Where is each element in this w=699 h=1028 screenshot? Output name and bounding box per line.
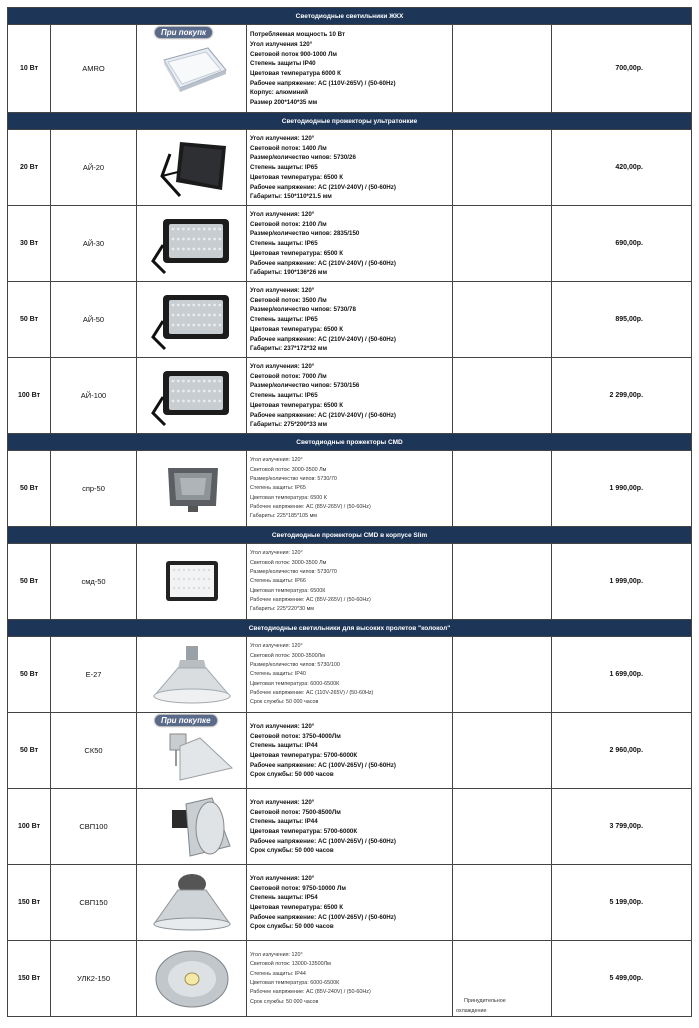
power-cell: 50 Вт [8, 282, 51, 358]
spec-line: Цветовая температура: 5700-6000К [250, 752, 358, 759]
note-cell [453, 358, 552, 434]
spec-line: Степень защиты: IP65 [250, 240, 318, 248]
smd-flood-image [152, 460, 232, 518]
spec-cell [247, 130, 453, 206]
spec-line: Степень защиты: IP65 [250, 164, 318, 172]
promo-badge: При покупк [155, 27, 212, 38]
price-cell: 3 799,00р. [552, 789, 692, 865]
spec-line: Угол излучения: 120° [250, 287, 315, 295]
spec-line: Степень защиты: IP44 [250, 818, 318, 826]
spec-line: Угол излучения: 120° [250, 643, 303, 650]
price-cell: 1 990,00р. [552, 451, 692, 527]
table-row [8, 941, 692, 1017]
model-cell: АЙ-50 [51, 282, 137, 358]
spec-line: Размер/количество чипов: 5730/156 [250, 382, 360, 390]
spec-line: Цветовая температура: 6500 К [250, 325, 343, 333]
note-cell [453, 282, 552, 358]
note-cell [453, 713, 552, 789]
highbay-dark-image [150, 794, 234, 860]
spec-line: Рабочее напряжение: AC (85V-265V) / (50-60Hz) [250, 503, 371, 510]
table-row [8, 713, 692, 789]
note-cell [453, 130, 552, 206]
product-image-cell [137, 282, 247, 358]
section-header [8, 113, 692, 130]
table-row [8, 282, 692, 358]
spec-line: Рабочее напряжение: AC (100V-265V) / (50-60Hz) [250, 913, 396, 921]
section-header [8, 434, 692, 451]
spec-line: Угол излучения: 120° [250, 363, 315, 371]
spec-line: Угол излучения: 120° [250, 722, 315, 730]
price-cell: 5 199,00р. [552, 865, 692, 941]
product-image-cell [137, 713, 247, 789]
spec-line: Степень защиты: IP65 [250, 485, 306, 492]
highbay-round-image [150, 946, 234, 1012]
spec-line: Рабочее напряжение: AC (110V-265V) / (50-60Hz) [250, 689, 374, 696]
section-title: Светодиодные светильники для высоких пролетов "колокол" [8, 620, 692, 637]
highbay-e27-image [150, 642, 234, 708]
floodlight-image [147, 365, 237, 427]
spec-line: Световой поток: 3000-3500 Лм [250, 466, 327, 473]
spec-line: Цветовая температура: 6500 К [250, 249, 343, 257]
power-cell: 50 Вт [8, 713, 51, 789]
spec-line: Размер 200*140*35 мм [250, 99, 318, 107]
spec-line: Степень защиты: IP54 [250, 894, 318, 902]
spec-line: Цветовая температура: 6000-6500К [250, 680, 340, 687]
spec-cell [247, 713, 453, 789]
floodlight-image [147, 289, 237, 351]
spec-line: Срок службы: 50 000 часов [250, 847, 334, 855]
model-cell: спр-50 [51, 451, 137, 527]
product-image-cell [137, 206, 247, 282]
spec-line: Размер/количество чипов: 5730/70 [250, 476, 337, 483]
spec-line: Угол излучения: 120° [250, 952, 303, 959]
product-image-cell [137, 637, 247, 713]
spec-line: Потребляемая мощность 10 Вт [250, 31, 346, 39]
note-line: Принудительное [464, 998, 506, 1005]
spec-line: Угол излучения: 120° [250, 457, 303, 464]
spec-line: Степень защиты: IP40 [250, 671, 306, 678]
spec-line: Срок службы: 50 000 часов [250, 998, 319, 1005]
product-image-cell [137, 941, 247, 1017]
table-row [8, 544, 692, 620]
price-list-table [7, 7, 692, 1017]
table-row [8, 206, 692, 282]
price-cell: 895,00р. [552, 282, 692, 358]
model-cell: АЙ-30 [51, 206, 137, 282]
product-image-cell [137, 789, 247, 865]
spec-line: Световой поток: 1400 Лм [250, 144, 327, 152]
spec-line: Световой поток 900-1000 Лм [250, 50, 337, 58]
model-cell: СВП100 [51, 789, 137, 865]
price-cell: 5 499,00р. [552, 941, 692, 1017]
table-row [8, 451, 692, 527]
spec-line: Степень защиты: IP65 [250, 392, 318, 400]
table-row [8, 789, 692, 865]
spec-cell [247, 637, 453, 713]
spec-line: Цветовая температура: 6500 К [250, 173, 343, 181]
spec-cell [247, 941, 453, 1017]
spec-line: Степень защиты: IP44 [250, 970, 306, 977]
spec-cell [247, 206, 453, 282]
power-cell: 150 Вт [8, 865, 51, 941]
floodlight-image [147, 213, 237, 275]
spec-line: Срок службы: 50 000 часов [250, 771, 334, 779]
note-cell [453, 865, 552, 941]
spec-line: Размер/количество чипов: 2835/150 [250, 230, 360, 238]
spec-line: Цветовая температура 6000 К [250, 70, 341, 77]
power-cell: 50 Вт [8, 451, 51, 527]
note-line: охлаждение [456, 1007, 487, 1014]
spec-line: Срок службы: 50 000 часов [250, 699, 319, 706]
product-image-cell [137, 544, 247, 620]
power-cell: 20 Вт [8, 130, 51, 206]
spec-cell [247, 789, 453, 865]
product-image-cell [137, 130, 247, 206]
model-cell: АЙ-20 [51, 130, 137, 206]
note-cell [453, 637, 552, 713]
section-title: Светодиодные прожекторы СМD [8, 434, 692, 451]
model-cell: смд-50 [51, 544, 137, 620]
spec-line: Рабочее напряжение: AC (100V-265V) / (50-60Hz) [250, 837, 396, 845]
floodlight-side-image [150, 136, 234, 200]
power-cell: 100 Вт [8, 789, 51, 865]
power-cell: 50 Вт [8, 544, 51, 620]
section-title: Светодиодные прожекторы ультратонкие [8, 113, 692, 130]
spec-line: Угол излучения: 120° [250, 798, 315, 806]
section-title: Светодиодные светильники ЖКХ [8, 8, 692, 25]
spec-line: Рабочее напряжение: AC (210V-240V) / (50-60Hz) [250, 411, 396, 419]
spec-line: Угол излучения: 120° [250, 874, 315, 882]
table-row [8, 25, 692, 113]
spec-line: Рабочее напряжение: AC (210V-240V) / (50-60Hz) [250, 183, 396, 191]
spec-line: Срок службы: 50 000 часов [250, 923, 334, 931]
spec-line: Цветовая температура: 6500 К [250, 401, 343, 409]
spec-line: Угол излучения 120° [250, 40, 313, 48]
section-title: Светодиодные прожекторы СМD в корпусе Slim [8, 527, 692, 544]
note-cell [453, 25, 552, 113]
table-row [8, 637, 692, 713]
power-cell: 30 Вт [8, 206, 51, 282]
spec-cell [247, 358, 453, 434]
note-cell [453, 789, 552, 865]
model-cell: АЙ-100 [51, 358, 137, 434]
spec-line: Габариты: 190*136*26 мм [250, 269, 328, 277]
product-image-cell [137, 451, 247, 527]
section-header [8, 620, 692, 637]
highbay-ck-image [150, 718, 234, 784]
model-cell: СК50 [51, 713, 137, 789]
note-cell [453, 544, 552, 620]
spec-cell [247, 451, 453, 527]
spec-line: Угол излучения: 120° [250, 211, 315, 219]
power-cell: 100 Вт [8, 358, 51, 434]
section-header [8, 527, 692, 544]
spec-line: Габариты: 225*185*105 мм [250, 513, 318, 520]
spec-line: Цветовая температура: 6500 К [250, 904, 343, 911]
model-cell: Е-27 [51, 637, 137, 713]
spec-line: Размер/количество чипов: 5730/26 [250, 154, 356, 162]
product-image-cell [137, 358, 247, 434]
spec-line: Рабочее напряжение: AC (85V-240V) / (50-60Hz) [250, 989, 371, 996]
table-row [8, 358, 692, 434]
spec-line: Угол излучения: 120° [250, 135, 315, 143]
spec-line: Степень защиты: IP66 [250, 578, 306, 585]
product-image-cell [137, 25, 247, 113]
spec-line: Цветовая температура: 6500 К [250, 494, 327, 501]
note-cell [453, 206, 552, 282]
table-row [8, 130, 692, 206]
spec-cell [247, 282, 453, 358]
spec-line: Цветовая температура: 6500К [250, 587, 326, 594]
spec-line: Габариты: 237*172*32 мм [250, 345, 328, 353]
spec-line: Цветовая температура: 5700-6000К [250, 828, 358, 835]
spec-line: Световой поток: 9750-10000 Лм [250, 884, 346, 892]
spec-line: Степень защиты: IP65 [250, 316, 318, 324]
spec-line: Световой поток: 7000 Лм [250, 372, 327, 380]
note-cell [453, 941, 552, 1017]
spec-line: Световой поток: 3750-4000Лм [250, 732, 341, 740]
spec-line: Угол излучения: 120° [250, 550, 303, 557]
spec-cell [247, 25, 453, 113]
price-cell: 690,00р. [552, 206, 692, 282]
spec-line: Габариты: 275*200*33 мм [250, 421, 328, 429]
spec-line: Световой поток: 3000-3500 Лм [250, 559, 327, 566]
product-image-cell [137, 865, 247, 941]
spec-line: Рабочее напряжение: AC (100V-265V) / (50-60Hz) [250, 761, 396, 769]
spec-cell [247, 865, 453, 941]
price-cell: 1 699,00р. [552, 637, 692, 713]
price-cell: 1 999,00р. [552, 544, 692, 620]
price-cell: 2 299,00р. [552, 358, 692, 434]
spec-line: Габариты: 225*220*30 мм [250, 606, 315, 613]
spec-line: Световой поток: 3000-3500Лм [250, 652, 325, 659]
spec-line: Световой поток: 2100 Лм [250, 220, 327, 228]
price-cell: 700,00р. [552, 25, 692, 113]
spec-line: Рабочее напряжение: AC (85V-265V) / (50-60Hz) [250, 596, 371, 603]
model-cell: УЛК2-150 [51, 941, 137, 1017]
spec-line: Цветовая температура: 6000-6500К [250, 980, 340, 986]
panel-light-image [150, 38, 234, 100]
spec-line: Степень защиты: IP44 [250, 742, 318, 750]
spec-line: Степень защиты IP40 [250, 60, 316, 68]
power-cell: 10 Вт [8, 25, 51, 113]
power-cell: 50 Вт [8, 637, 51, 713]
section-header [8, 8, 692, 25]
price-cell: 420,00р. [552, 130, 692, 206]
model-cell: AMRO [51, 25, 137, 113]
spec-line: Рабочее напряжение: AC (210V-240V) / (50-60Hz) [250, 335, 396, 343]
spec-line: Корпус: алюминий [250, 89, 308, 97]
slim-flood-image [154, 553, 230, 611]
promo-badge: При покупке [155, 715, 217, 726]
spec-cell [247, 544, 453, 620]
spec-line: Размер/количество чипов: 5730/70 [250, 569, 337, 576]
price-cell: 2 960,00р. [552, 713, 692, 789]
spec-line: Световой поток: 3500 Лм [250, 296, 327, 304]
spec-line: Размер/количество чипов: 5730/78 [250, 306, 356, 314]
spec-line: Световой поток: 13000-13500Лм [250, 961, 331, 968]
spec-line: Габариты: 150*110*21.5 мм [250, 193, 332, 201]
note-cell [453, 451, 552, 527]
spec-line: Размер/количество чипов: 5730/100 [250, 662, 340, 669]
spec-line: Световой поток: 7500-8500Лм [250, 808, 341, 816]
table-row [8, 865, 692, 941]
spec-line: Рабочее напряжение: AC (110V-265V) / (50-60Hz) [250, 79, 396, 87]
model-cell: СВП150 [51, 865, 137, 941]
power-cell: 150 Вт [8, 941, 51, 1017]
spec-line: Рабочее напряжение: AC (210V-240V) / (50-60Hz) [250, 259, 396, 267]
highbay-silver-image [150, 870, 234, 936]
